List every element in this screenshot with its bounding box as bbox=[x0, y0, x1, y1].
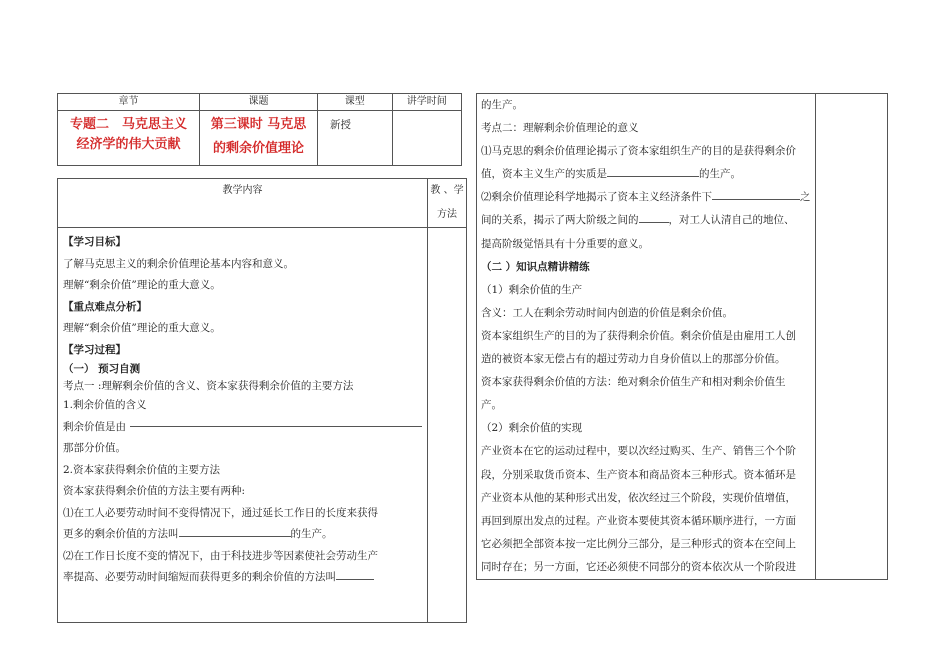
content-line: 理解“剩余价值”理论的重大意义。 bbox=[63, 279, 221, 291]
content-line: 它必须把全部资本按一定比例分三部分，是三种形式的资本在空间上 bbox=[481, 537, 796, 550]
content-line: 1.剩余价值的含义 bbox=[63, 399, 147, 411]
continuation-table bbox=[476, 93, 888, 580]
blank-suffix: ，对工人认清自己的地位、 bbox=[668, 214, 795, 227]
method-cell bbox=[428, 228, 467, 623]
content-line: 那部分价值。 bbox=[63, 442, 126, 454]
fill-blank-line bbox=[639, 211, 669, 223]
chapter-line-1: 专题二 马克思主义 bbox=[69, 117, 187, 132]
content-cell bbox=[58, 228, 428, 623]
header-type-label: 课型 bbox=[317, 94, 392, 111]
content-line: 考点一 :理解剩余价值的含义、资本家获得剩余价值的主要方法 bbox=[63, 380, 354, 392]
content-line: 考点二：理解剩余价值理论的意义 bbox=[481, 122, 639, 135]
blank-prefix: 率提高、必要劳动时间缩短而获得更多的剩余价值的方法叫 bbox=[63, 571, 336, 583]
section-process: 【学习过程】 bbox=[63, 343, 126, 356]
content-line: （2）剩余价值的实现 bbox=[481, 422, 583, 435]
content-line: 提高阶级觉悟具有十分重要的意义。 bbox=[481, 237, 649, 250]
section-key-points: 【重点难点分析】 bbox=[63, 300, 147, 313]
header-chapter-value bbox=[58, 111, 200, 166]
blank-suffix: 之 bbox=[800, 191, 811, 204]
content-column-header: 教学内容 bbox=[58, 179, 428, 228]
content-line: 产业资本从他的某种形式出发，依次经过三个阶段，实现价值增值， bbox=[481, 491, 796, 504]
content-line bbox=[63, 417, 422, 439]
header-time-label: 讲学时间 bbox=[392, 94, 461, 111]
continuation-content-cell bbox=[477, 94, 816, 580]
blank-prefix: 更多的剩余价值的方法叫 bbox=[63, 528, 179, 540]
definition-prefix: 剩余价值是由 bbox=[63, 420, 126, 433]
header-type-value: 新授 bbox=[317, 111, 392, 166]
blank-suffix: 的生产。 bbox=[290, 528, 333, 540]
content-line bbox=[481, 163, 811, 186]
chapter-line-2: 经济学的伟大贡献 bbox=[76, 137, 181, 152]
header-topic-value bbox=[199, 111, 317, 166]
fill-blank-line bbox=[179, 525, 291, 537]
content-line: 产业资本在它的运动过程中，要以次经过购买、生产、销售三个个阶 bbox=[481, 445, 796, 458]
content-line bbox=[481, 186, 811, 209]
content-line bbox=[481, 209, 811, 232]
content-line: 含义：工人在剩余劳动时间内创造的价值是剩余价值。 bbox=[481, 306, 733, 319]
blank-prefix: 值，资本主义生产的实质是 bbox=[481, 168, 607, 181]
content-line: 的生产。 bbox=[481, 99, 523, 111]
content-line bbox=[63, 567, 422, 589]
content-line: 产。 bbox=[481, 399, 502, 412]
content-line: 理解“剩余价值”理论的重大意义。 bbox=[63, 322, 221, 334]
section-goals: 【学习目标】 bbox=[63, 236, 126, 248]
header-topic-label: 课题 bbox=[199, 94, 317, 111]
content-line: 资本家获得剩余价值的方法主要有两种: bbox=[63, 485, 246, 497]
content-line: ⑴马克思的剩余价值理论揭示了资本家组织生产的目的是获得剩余价 bbox=[481, 145, 796, 158]
content-line: 再回到原出发点的过程。产业资本要使其资本循环顺序进行，一方面 bbox=[481, 514, 796, 527]
topic-line-1: 第三课时 马克思 bbox=[210, 117, 307, 132]
blank-prefix: 间的关系，揭示了两大阶级之间的 bbox=[481, 214, 639, 227]
content-line: 段，分别采取货币资本、生产资本和商品资本三种形式。资本循环是 bbox=[481, 468, 796, 481]
content-line: ⑵在工作日长度不变的情况下，由于科技进步等因素使社会劳动生产 bbox=[63, 549, 378, 562]
content-line: 2.资本家获得剩余价值的主要方法 bbox=[63, 463, 221, 476]
content-line: 了解马克思主义的剩余价值理论基本内容和意义。 bbox=[63, 257, 294, 270]
content-line: ⑴在工人必要劳动时间不变得情况下，通过延长工作日的长度来获得 bbox=[63, 506, 378, 519]
topic-line-2: 的剩余价值理论 bbox=[212, 141, 304, 156]
continuation-method-cell bbox=[815, 94, 888, 580]
subsection-explain: （二 ）知识点精讲精练 bbox=[481, 260, 590, 273]
content-line: 造的被资本家无偿占有的超过劳动力自身价值以上的那部分价值。 bbox=[481, 353, 786, 366]
content-line bbox=[63, 524, 422, 546]
content-line: 同时存在；另一方面，它还必须使不同部分的资本依次从一个阶段进 bbox=[481, 560, 796, 573]
method-column-header: 教 、学方法 bbox=[428, 179, 467, 228]
header-chapter-label: 章节 bbox=[58, 94, 200, 111]
fill-blank-line bbox=[607, 165, 699, 177]
content-line: 资本家组织生产的目的为了获得剩余价值。剩余价值是由雇用工人创 bbox=[481, 329, 796, 342]
teaching-content-table bbox=[57, 178, 467, 623]
header-time-value bbox=[392, 111, 461, 166]
blank-prefix: ⑵剩余价值理论科学地揭示了资本主义经济条件下 bbox=[481, 191, 712, 204]
fill-blank-line bbox=[130, 426, 422, 427]
fill-blank-line bbox=[336, 568, 374, 580]
content-line: 资本家获得剩余价值的方法：绝对剩余价值生产和相对剩余价值生 bbox=[481, 376, 786, 389]
lesson-header-table bbox=[57, 93, 462, 166]
content-line: （1）剩余价值的生产 bbox=[481, 283, 583, 296]
blank-suffix: 的生产。 bbox=[699, 168, 741, 181]
subsection-preview: （一） 预习自测 bbox=[63, 363, 141, 375]
fill-blank-line bbox=[712, 188, 800, 200]
